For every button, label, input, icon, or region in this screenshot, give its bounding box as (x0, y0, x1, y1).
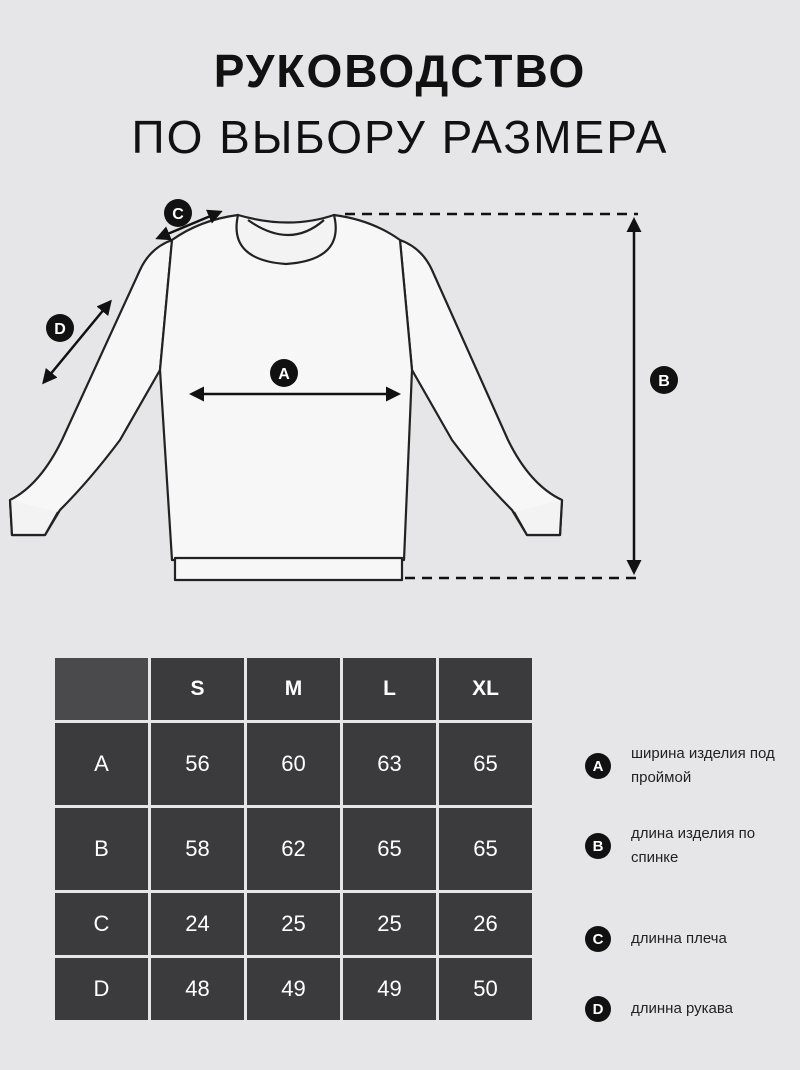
table-row (55, 808, 532, 890)
table-cell: 65 (343, 808, 436, 890)
table-cell: 65 (439, 808, 532, 890)
legend-item-c (585, 926, 796, 952)
table-row (55, 958, 532, 1020)
table-cell: 24 (151, 893, 244, 955)
table-cell: 56 (151, 723, 244, 805)
marker-c (164, 199, 192, 227)
legend-text: длинна рукава (631, 1000, 734, 1017)
table-cell: 50 (439, 958, 532, 1020)
sweatshirt-outline (10, 215, 562, 580)
table-cell: 25 (247, 893, 340, 955)
legend-text: длинна плеча (631, 930, 727, 947)
marker-d (46, 314, 74, 342)
size-table (52, 655, 535, 1023)
marker-b (650, 366, 678, 394)
svg-text:A: A (278, 366, 290, 383)
table-cell: 26 (439, 893, 532, 955)
legend-badge: C (585, 926, 611, 952)
svg-text:B: B (658, 373, 670, 390)
column-header: XL (439, 658, 532, 720)
table-cell: 62 (247, 808, 340, 890)
table-row (55, 723, 532, 805)
row-label: B (55, 808, 148, 890)
table-cell: 25 (343, 893, 436, 955)
row-label: D (55, 958, 148, 1020)
table-header-row (55, 658, 532, 720)
svg-text:C: C (172, 206, 184, 223)
row-label: C (55, 893, 148, 955)
column-header: S (151, 658, 244, 720)
sweatshirt-diagram (0, 190, 800, 600)
table-cell: 49 (247, 958, 340, 1020)
legend-item-d (585, 996, 796, 1022)
table-cell: 65 (439, 723, 532, 805)
table-cell: 60 (247, 723, 340, 805)
page-subtitle: ПО ВЫБОРУ РАЗМЕРА (131, 111, 669, 163)
legend-item-a (585, 742, 796, 790)
row-label: A (55, 723, 148, 805)
table-cell: 48 (151, 958, 244, 1020)
legend-item-b (585, 822, 796, 870)
legend-text: ширина изделия под проймой (631, 745, 775, 786)
legend-badge: D (585, 996, 611, 1022)
legend-badge: A (585, 753, 611, 779)
table-cell: 49 (343, 958, 436, 1020)
table-cell: 58 (151, 808, 244, 890)
table-cell: 63 (343, 723, 436, 805)
table-row (55, 893, 532, 955)
legend-text: длина изделия по спинке (631, 825, 756, 866)
table-corner-cell (55, 658, 148, 720)
marker-a (270, 359, 298, 387)
column-header: L (343, 658, 436, 720)
legend-badge: B (585, 833, 611, 859)
page-title: РУКОВОДСТВО (213, 45, 587, 97)
svg-text:D: D (54, 321, 66, 338)
column-header: M (247, 658, 340, 720)
